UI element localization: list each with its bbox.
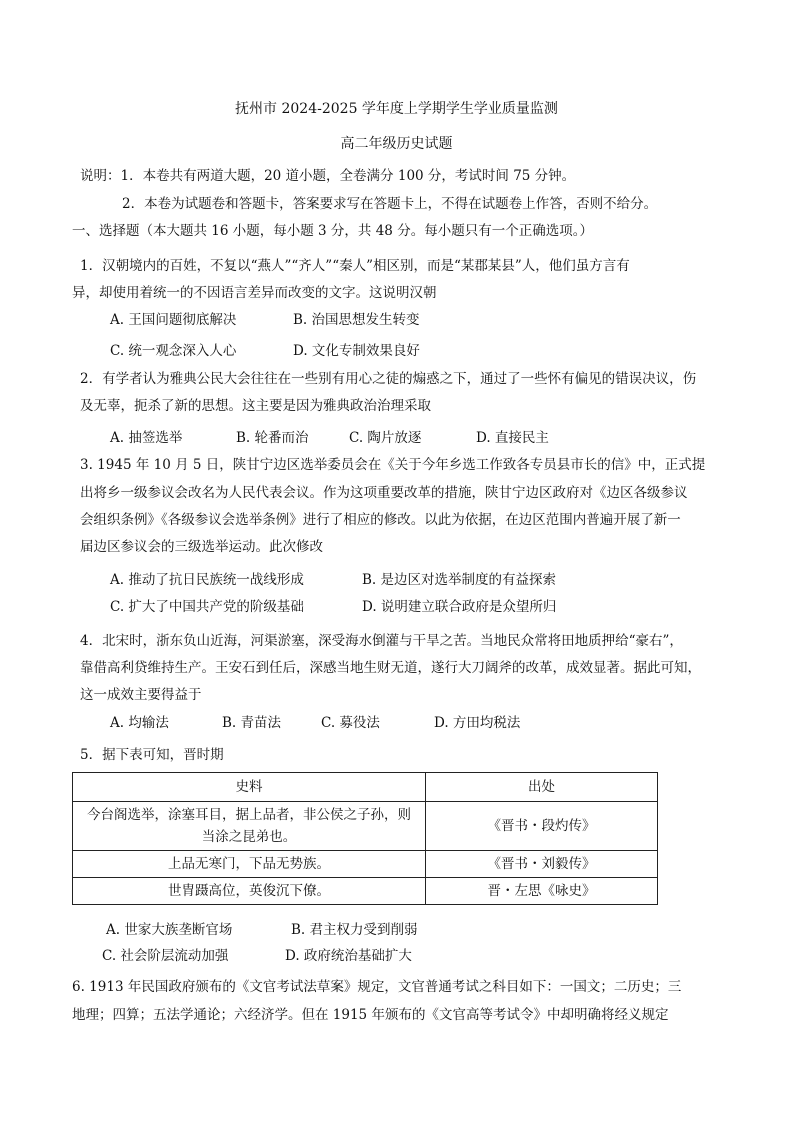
source-table [72, 772, 658, 905]
table-cell-text [73, 802, 426, 851]
q3-line-3: 会组织条例》《各级参议会选举条例》进行了相应的修改。以此为依据，在边区范围内普遍开展了新一 [80, 512, 681, 528]
q1-line-2: 异，却使用着统一的不因语言差异而改变的文字。这说明汉朝 [72, 285, 437, 301]
q3-option-a: A. 推动了抗日民族统一战线形成 [110, 572, 304, 588]
q4-line-2: 靠借高利贷维持生产。王安石到任后，深感当地生财无道，遂行大刀阔斧的改革，成效显著。据此可知， [80, 660, 701, 676]
table-cell-source: 《晋书・刘毅传》 [426, 851, 658, 878]
q2-line-2: 及无辜，扼杀了新的思想。这主要是因为雅典政治治理采取 [80, 398, 431, 414]
q3-line-4: 届边区参议会的三级选举运动。此次修改 [80, 539, 323, 555]
exam-title: 抚州市 2024-2025 学年度上学期学生学业质量监测 [235, 101, 558, 117]
q3-option-c: C. 扩大了中国共产党的阶级基础 [110, 599, 304, 615]
q1-option-c: C. 统一观念深入人心 [110, 343, 237, 359]
table-cell-text: 上品无寒门，下品无势族。 [73, 851, 426, 878]
q1-line-1: 1．汉朝境内的百姓，不复以“燕人”“齐人”“秦人”相区别，而是“某郡某县”人，他们虽方言有 [80, 258, 630, 274]
q3-line-2: 出将乡一级参议会改名为人民代表会议。作为这项重要改革的措施，陕甘宁边区政府对《边区各级参议 [80, 485, 688, 501]
q3-line-1: 3. 1945 年 10 月 5 日，陕甘宁边区选举委员会在《关于今年乡选工作致各专员县市长的信》中，正式提 [80, 457, 706, 473]
q4-option-c: C. 募役法 [321, 715, 380, 731]
table-cell-text-line-1: 今台阁选举，涂塞耳目，据上品者，非公侯之子孙，则 [87, 807, 411, 823]
q5-option-a: A. 世家大族垄断官场 [106, 922, 233, 938]
q5-stem: 5．据下表可知，晋时期 [80, 747, 224, 763]
q2-option-b: B. 轮番而治 [236, 430, 309, 446]
q3-option-b: B. 是边区对选举制度的有益探索 [362, 572, 557, 588]
table-cell-text: 世胄蹑高位，英俊沉下僚。 [73, 878, 426, 905]
q6-line-2: 地理；四算；五法学通论；六经济学。但在 1915 年颁布的《文官高等考试令》中却明确将经义规定 [72, 1007, 669, 1023]
q4-option-a: A. 均输法 [110, 715, 169, 731]
q6-line-1: 6. 1913 年民国政府颁布的《文官考试法草案》规定，文官普通考试之科目如下：一国文；二历史；三 [72, 979, 682, 995]
table-row [73, 851, 658, 878]
note-1: 说明：1．本卷共有两道大题，20 道小题，全卷满分 100 分，考试时间 75 分钟。 [80, 168, 576, 184]
q1-option-d: D. 文化专制效果良好 [293, 343, 420, 359]
q1-option-b: B. 治国思想发生转变 [293, 312, 420, 328]
q5-option-d: D. 政府统治基础扩大 [285, 948, 412, 964]
q3-option-d: D. 说明建立联合政府是众望所归 [362, 599, 557, 615]
q5-option-c: C. 社会阶层流动加强 [102, 948, 229, 964]
q5-option-b: B. 君主权力受到削弱 [291, 922, 418, 938]
q2-option-a: A. 抽签选举 [110, 430, 183, 446]
q4-line-3: 这一成效主要得益于 [80, 687, 202, 703]
table-cell-source: 《晋书・段灼传》 [426, 802, 658, 851]
table-row [73, 878, 658, 905]
table-cell-text-line-2: 当涂之昆弟也。 [201, 829, 297, 845]
exam-subtitle: 高二年级历史试题 [340, 136, 453, 152]
note-2: 2．本卷为试题卷和答题卡，答案要求写在答题卡上，不得在试题卷上作答，否则不给分。 [122, 196, 658, 212]
q2-option-c: C. 陶片放逐 [349, 430, 422, 446]
table-header-origin: 出处 [426, 773, 658, 802]
q4-line-1: 4．北宋时，浙东负山近海，河渠淤塞，深受海水倒灌与干旱之苦。当地民众常将田地质押给“豪右”， [80, 633, 683, 649]
q2-option-d: D. 直接民主 [476, 430, 549, 446]
q1-option-a: A. 王国问题彻底解决 [110, 312, 237, 328]
q4-option-b: B. 青苗法 [222, 715, 282, 731]
section-heading: 一、选择题（本大题共 16 小题，每小题 3 分，共 48 分。每小题只有一个正确选项。） [72, 223, 593, 239]
table-header-source-text: 史料 [73, 773, 426, 802]
table-row [73, 802, 658, 851]
q4-option-d: D. 方田均税法 [434, 715, 521, 731]
table-cell-source: 晋・左思《咏史》 [426, 878, 658, 905]
q2-line-1: 2．有学者认为雅典公民大会往往在一些别有用心之徒的煽惑之下，通过了一些怀有偏见的错误决议，伤 [80, 371, 697, 387]
table-header-row [73, 773, 658, 802]
